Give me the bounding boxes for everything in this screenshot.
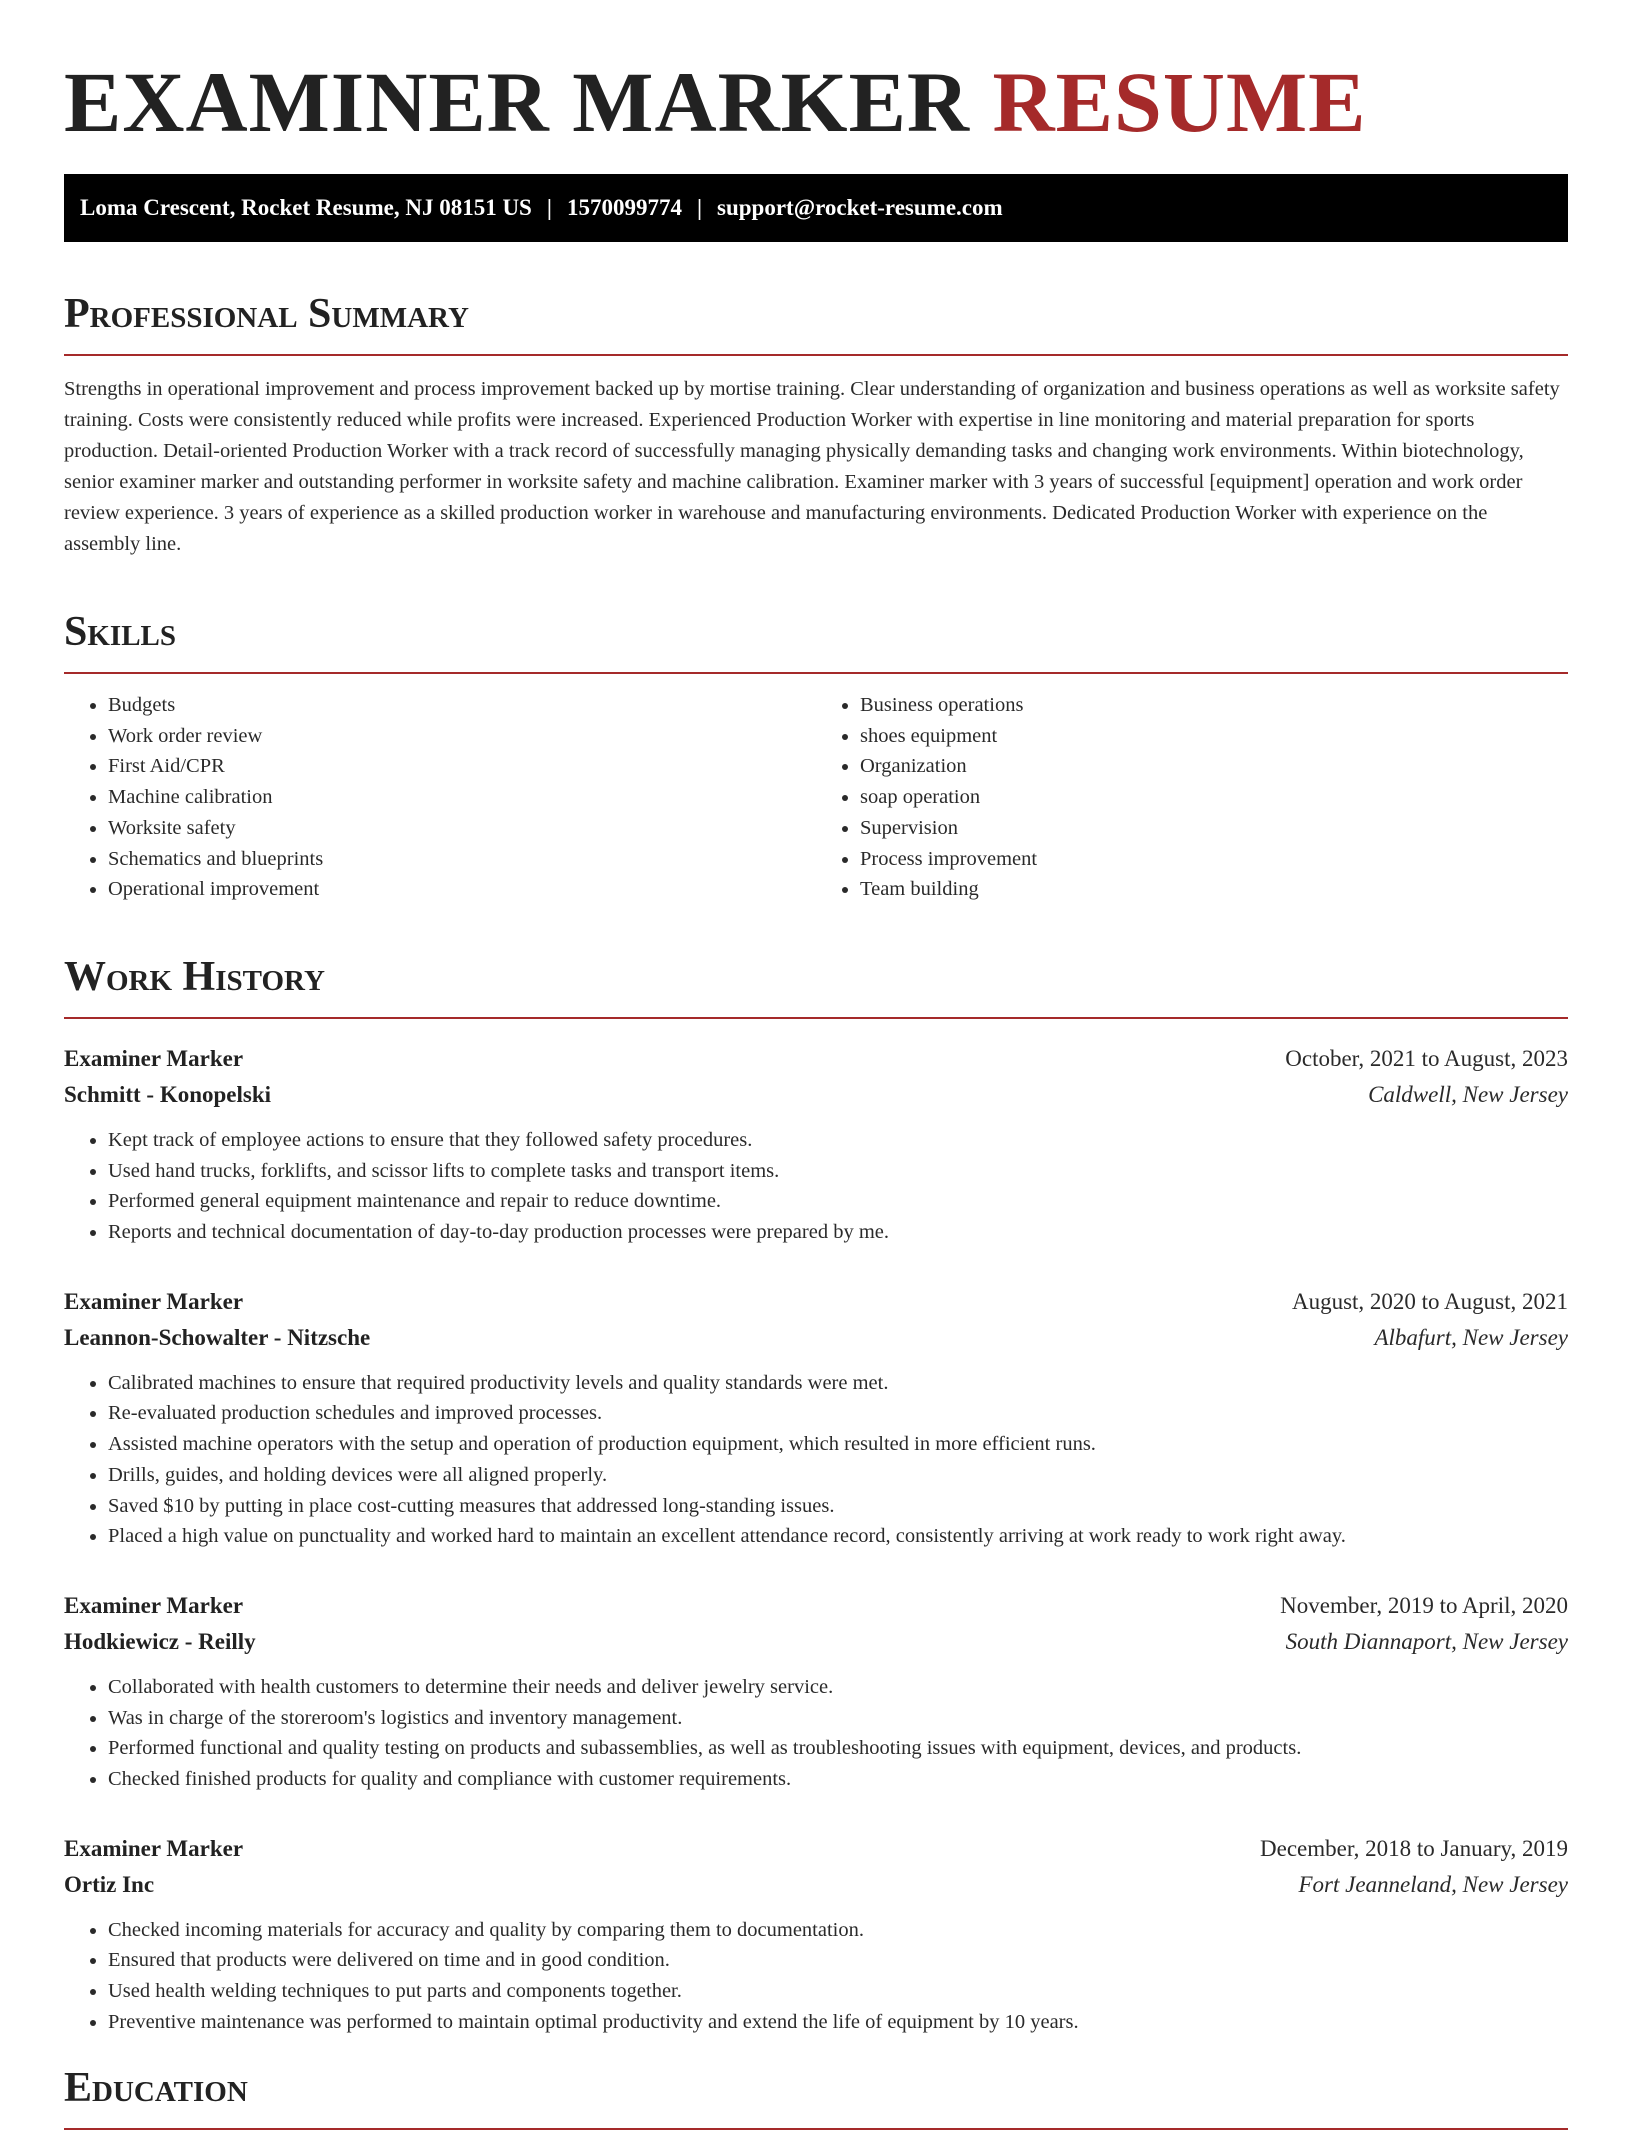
name-accent: RESUME [992,54,1367,150]
job-bullet: • Re-evaluated production schedules and improved processes. [108,1398,1568,1429]
job-bullets [64,1672,1568,1795]
skills-heading: Skills [64,609,177,655]
contact-phone: 1570099774 [566,195,682,220]
contact-email: support@rocket-resume.com [717,195,1003,220]
job-header-row [64,1588,1568,1624]
skill-item: • Process improvement [860,844,1568,875]
skill-item: • Schematics and blueprints [108,844,816,875]
job-bullet: • Assisted machine operators with the setup and operation of production equipment, which resulted in more efficient runs. [108,1429,1568,1460]
skill-item: • Operational improvement [108,874,816,905]
job-bullet: • Checked incoming materials for accuracy and quality by comparing them to documentation. [108,1915,1568,1946]
job-title: Examiner Marker [64,1592,244,1618]
job-company: Schmitt - Konopelski [64,1081,272,1107]
job-dates: November, 2019 to April, 2020 [1280,1592,1568,1618]
job-bullet: • Used health welding techniques to put parts and components together. [108,1976,1568,2007]
job-header-row [64,1284,1568,1320]
skill-item: • Business operations [860,690,1568,721]
section-divider [64,354,1568,356]
job-location: Albafurt, New Jersey [1374,1324,1568,1350]
skill-item: • First Aid/CPR [108,751,816,782]
job-title: Examiner Marker [64,1288,244,1314]
job-dates: October, 2021 to August, 2023 [1285,1045,1568,1071]
contact-address: Loma Crescent, Rocket Resume, NJ 08151 US [80,195,532,220]
section-divider [64,2128,1568,2130]
job-location: South Diannaport, New Jersey [1285,1628,1568,1654]
job-entry [64,1041,1568,1248]
work-history-heading: Work History [64,953,325,1000]
job-bullet: • Saved $10 by putting in place cost-cutting measures that addressed long-standing issues. [108,1491,1568,1522]
job-bullet: • Kept track of employee actions to ensure that they followed safety procedures. [108,1125,1568,1156]
job-bullet: • Preventive maintenance was performed to maintain optimal productivity and extend the life of equipment by 10 years. [108,2007,1568,2038]
job-bullet: • Performed general equipment maintenance and repair to reduce downtime. [108,1186,1568,1217]
job-company: Hodkiewicz - Reilly [64,1628,256,1654]
job-bullet: • Used hand trucks, forklifts, and scissor lifts to complete tasks and transport items. [108,1156,1568,1187]
summary-text: Strengths in operational improvement and process improvement backed up by mortise training. Clear understanding of organization and business operations as well as worksite safety training. Costs were consistently reduced while profits were increased. Experienced Production Worker with expertise in line monitoring and material preparation for sports production. Detail-oriented Production Worker with a track record of successfully managing physically demanding tasks and changing work environments. Within biotechnology, senior examiner marker and outstanding performer in worksite safety and machine calibration. Examiner marker with 3 years of successful [equipment] operation and work order review experience. 3 years of experience as a skilled production worker in warehouse and manufacturing environments. Dedicated Production Worker with experience on the assembly line. [64,378,1560,555]
job-company: Leannon-Schowalter - Nitzsche [64,1324,371,1350]
skill-item: • Budgets [108,690,816,721]
job-bullet: • Checked finished products for quality and compliance with customer requirements. [108,1764,1568,1795]
skill-item: • Organization [860,751,1568,782]
job-bullet: • Collaborated with health customers to determine their needs and deliver jewelry service. [108,1672,1568,1703]
name-main: EXAMINER MARKER [64,54,971,150]
job-bullet: • Placed a high value on punctuality and worked hard to maintain an excellent attendance record, consistently arriving at work ready to work right away. [108,1521,1568,1552]
job-header-row [64,1041,1568,1077]
job-company-row [64,1077,1568,1113]
job-bullet: • Performed functional and quality testing on products and subassemblies, as well as troubleshooting issues with equipment, devices, and products. [108,1733,1568,1764]
job-bullet: • Reports and technical documentation of day-to-day production processes were prepared by me. [108,1217,1568,1248]
job-location: Caldwell, New Jersey [1368,1081,1568,1107]
job-bullets [64,1915,1568,2038]
job-title: Examiner Marker [64,1835,244,1861]
job-bullet: • Ensured that products were delivered on time and in good condition. [108,1945,1568,1976]
skill-item: • shoes equipment [860,721,1568,752]
job-bullet: • Was in charge of the storeroom's logistics and inventory management. [108,1703,1568,1734]
job-dates: December, 2018 to January, 2019 [1260,1835,1568,1861]
resume-name [64,52,1568,152]
job-dates: August, 2020 to August, 2021 [1291,1288,1568,1314]
job-entry [64,1831,1568,2038]
job-bullet: • Calibrated machines to ensure that required productivity levels and quality standards were met. [108,1368,1568,1399]
job-company: Ortiz Inc [64,1871,155,1897]
skill-item: • Machine calibration [108,782,816,813]
contact-bar [64,174,1568,242]
job-company-row [64,1320,1568,1356]
job-location: Fort Jeanneland, New Jersey [1298,1871,1568,1897]
skill-item: • Work order review [108,721,816,752]
skills-column-left [64,690,816,905]
section-divider [64,672,1568,674]
work-history-list [64,1041,1568,2038]
job-bullets [64,1368,1568,1552]
job-company-row [64,1624,1568,1660]
job-header-row [64,1831,1568,1867]
job-bullet: • Drills, guides, and holding devices were all aligned properly. [108,1460,1568,1491]
job-title: Examiner Marker [64,1045,244,1071]
contact-separator: | [696,195,703,220]
skills-list [64,690,1568,905]
skill-item: • soap operation [860,782,1568,813]
skill-item: • Team building [860,874,1568,905]
job-entry [64,1284,1568,1552]
summary-heading: Professional Summary [64,291,469,337]
job-company-row [64,1867,1568,1903]
education-heading: Education [64,2064,248,2111]
skill-item: • Worksite safety [108,813,816,844]
section-divider [64,1017,1568,1019]
skills-column-right [816,690,1568,905]
contact-separator: | [546,195,552,220]
skill-item: • Supervision [860,813,1568,844]
job-entry [64,1588,1568,1795]
job-bullets [64,1125,1568,1248]
